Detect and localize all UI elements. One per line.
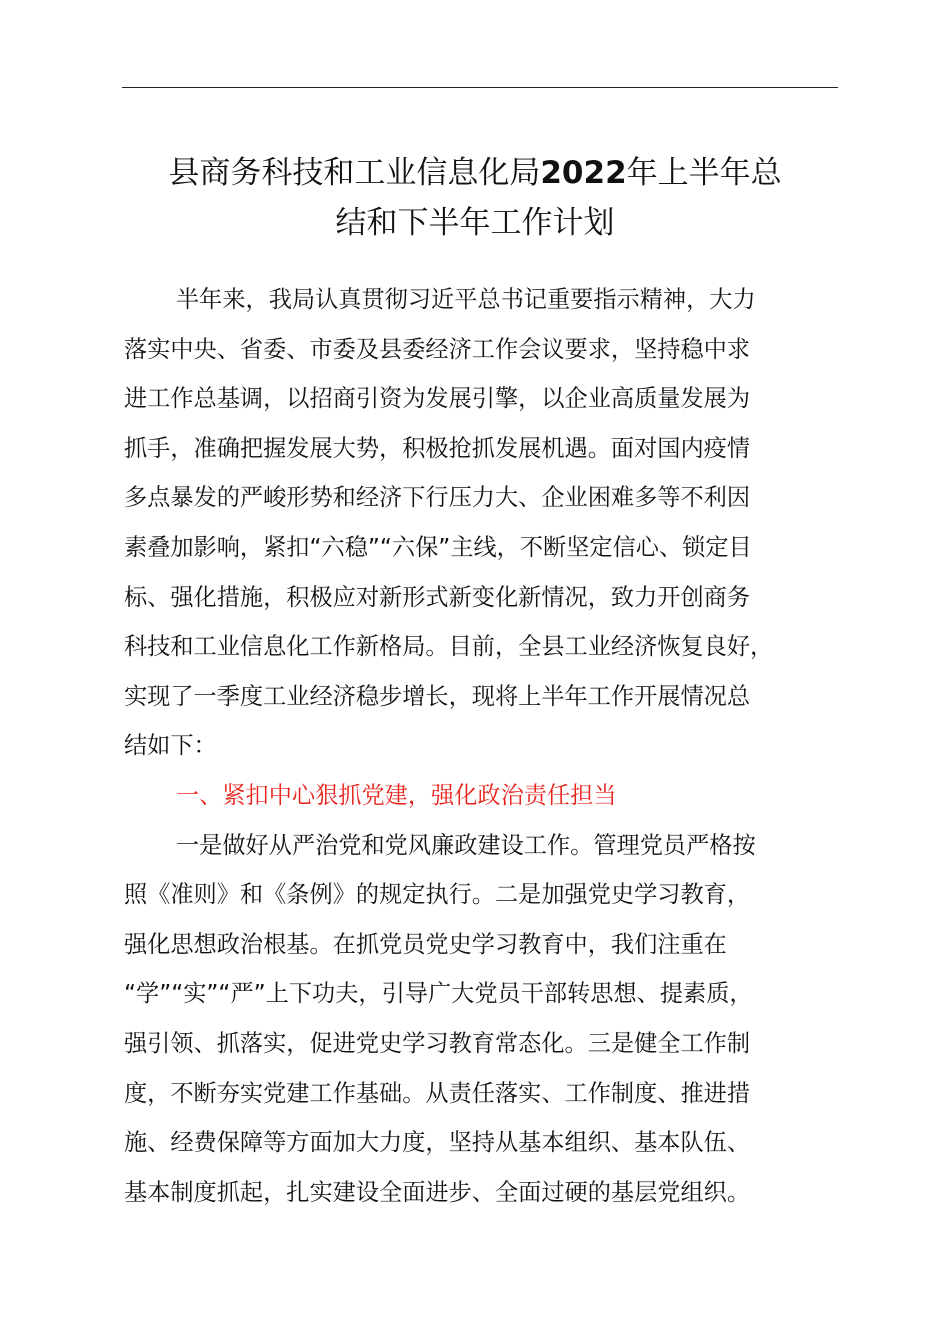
text-line: 强引领、抓落实，促进党史学习教育常态化。三是健全工作制 — [124, 1029, 751, 1057]
document-body — [124, 275, 844, 1217]
text-line: 实现了一季度工业经济稳步增长，现将上半年工作开展情况总 — [124, 682, 751, 710]
intro-paragraph — [124, 275, 844, 771]
text-line: 强化思想政治根基。在抓党员党史学习教育中，我们注重在 — [124, 930, 727, 958]
text-line: 标、强化措施，积极应对新形式新变化新情况，致力开创商务 — [124, 583, 751, 611]
header-rule — [122, 87, 838, 88]
text-line: 结如下： — [124, 732, 217, 760]
text-line: 科技和工业信息化工作新格局。目前，全县工业经济恢复良好， — [124, 633, 774, 661]
text-line: 一是做好从严治党和党风廉政建设工作。管理党员严格按 — [176, 831, 756, 859]
text-line: 度，不断夯实党建工作基础。从责任落实、工作制度、推进措 — [124, 1079, 751, 1107]
document-title — [100, 148, 850, 248]
title-line-1: 县商务科技和工业信息化局2022年上半年总 — [168, 155, 782, 191]
text-line: 半年来，我局认真贯彻习近平总书记重要指示精神，大力 — [176, 286, 756, 313]
text-line: 多点暴发的严峻形势和经济下行压力大、企业困难多等不利因 — [124, 484, 751, 512]
text-line: 照《准则》和《条例》的规定执行。二是加强党史学习教育， — [124, 881, 751, 909]
text-line: 进工作总基调，以招商引资为发展引擎，以企业高质量发展为 — [124, 385, 751, 413]
text-line: 抓手，准确把握发展大势，积极抢抓发展机遇。面对国内疫情 — [124, 434, 751, 462]
text-line: “学”“实”“严”上下功夫，引导广大党员干部转思想、提素质， — [124, 980, 753, 1008]
text-line: 施、经费保障等方面加大力度，坚持从基本组织、基本队伍、 — [124, 1129, 751, 1157]
text-line: 落实中央、省委、市委及县委经济工作会议要求，坚持稳中求 — [124, 335, 751, 363]
section-1-paragraph — [124, 821, 844, 1218]
title-line-2: 结和下半年工作计划 — [335, 205, 615, 241]
section-heading-1: 一、紧扣中心狠抓党建，强化政治责任担当 — [176, 781, 617, 809]
text-line: 素叠加影响，紧扣“六稳”“六保”主线，不断坚定信心、锁定目 — [124, 533, 752, 561]
title-year: 2022 — [540, 155, 627, 191]
text-line: 基本制度抓起，扎实建设全面进步、全面过硬的基层党组织。 — [124, 1178, 751, 1206]
